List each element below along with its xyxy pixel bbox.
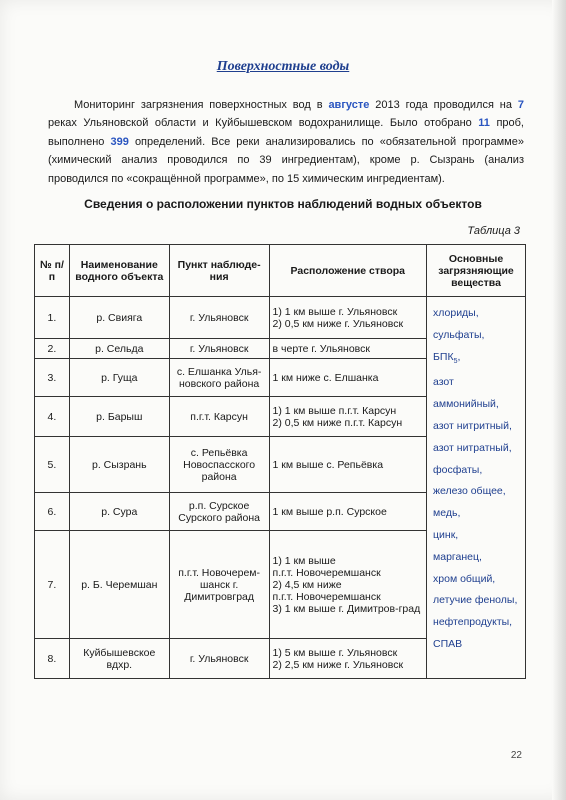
cell-point: п.г.т. Новочерем-шанск г. Димитровград [169,531,269,639]
cell-num: 7. [35,531,70,639]
cell-object: Куйбышевское вдхр. [69,639,169,679]
location-line: п.г.т. Новочеремшанск [272,590,381,603]
cell-point: п.г.т. Карсун [169,397,269,437]
pollutant-item: фосфаты, [433,463,483,476]
header-point: Пункт наблюде-ния [169,245,269,297]
cell-point: г. Ульяновск [169,339,269,359]
intro-text-1: Мониторинг загрязнения поверхностных вод в [74,99,329,111]
location-line: 1 км выше с. Репьёвка [272,458,384,471]
pollutant-item: азот нитратный, [433,441,512,454]
cell-object: р. Гуща [69,359,169,397]
location-line: 1 км ниже с. Елшанка [272,371,379,384]
cell-object: р. Свияга [69,297,169,339]
cell-num: 6. [35,493,70,531]
cell-num: 4. [35,397,70,437]
cell-num: 8. [35,639,70,679]
page-number: 22 [510,750,522,761]
cell-object: р. Б. Черемшан [69,531,169,639]
cell-location [269,437,426,493]
cell-object: р. Сызрань [69,437,169,493]
location-line: 2) 0,5 км ниже г. Ульяновск [272,317,404,330]
intro-determinations-count: 399 [110,135,129,148]
pollutant-item: хлориды, [433,307,479,319]
location-line: 1 км выше р.п. Сурское [272,505,387,518]
intro-month: августе [328,99,370,111]
intro-paragraph [48,96,524,188]
pollutant-item: летучие фенолы, [433,594,518,607]
intro-text-3: реках Ульяновской области и Куйбышевском водохранилище. Было отобрано [48,117,479,130]
cell-num: 5. [35,437,70,493]
location-line: в черте г. Ульяновск [272,342,370,355]
location-line: 3) 1 км выше г. Димитров-град [272,602,421,615]
location-line: 2) 0,5 км ниже п.г.т. Карсун [272,416,403,429]
pollutant-item: цинк, [433,529,459,542]
pollutant-item: $БПК_5$, [433,350,461,365]
location-line: п.г.т. Новочеремшанск [272,566,381,579]
cell-object: р. Сура [69,493,169,531]
location-line: 1) 1 км выше п.г.т. Карсун [272,404,397,417]
table-header-row [35,245,526,297]
pollutant-item: хром общий, [433,572,496,585]
pollutant-item: азот нитритный, [433,420,512,433]
pollutant-item: медь, [433,507,461,520]
pollutant-item: нефтепродукты, [433,616,513,629]
cell-point: с. Елшанка Улья-новского района [169,359,269,397]
cell-num: 3. [35,359,70,397]
location-line: 1) 1 км выше г. Ульяновск [272,305,398,318]
cell-object: р. Барыш [69,397,169,437]
pollutant-item: железо общее, [433,485,506,498]
observation-points-table [34,244,526,679]
intro-text-4: проб, выполнено [48,117,524,148]
cell-location [269,297,426,339]
pollutant-item: азот аммонийный, [433,376,499,411]
cell-location [269,493,426,531]
intro-text-5: определений. Все реки анализировались по «обязательной программе» (химический анализ проводился по 39 ингредиентам), кроме р. Сызрань (анализ проводился по «сокращённой программе», по 15 химическим ингредиентам). [48,135,524,185]
pollutant-item: марганец, [433,550,482,563]
cell-pollutants [427,297,526,679]
cell-object: р. Сельда [69,339,169,359]
location-line: 2) 2,5 км ниже г. Ульяновск [272,658,404,671]
pollutant-item: СПАВ [433,638,463,651]
intro-rivers-count: 7 [517,99,524,111]
cell-point: с. Репьёвка Новоспасского района [169,437,269,493]
intro-samples-count: 11 [478,117,490,130]
section-heading: Сведения о расположении пунктов наблюдений водных объектов [84,197,482,211]
cell-location [269,397,426,437]
header-object: Наименование водного объекта [69,245,169,297]
cell-location [269,339,426,359]
table-row [35,297,526,339]
header-pollutants: Основные загрязняющие вещества [427,245,526,297]
cell-location [269,639,426,679]
table-label: Таблица 3 [467,225,520,237]
header-location: Расположение створа [269,245,426,297]
cell-location [269,359,426,397]
cell-point: г. Ульяновск [169,297,269,339]
pollutant-item: сульфаты, [433,328,485,341]
header-num: № п/п [35,245,70,297]
cell-num: 2. [35,339,70,359]
page-title: Поверхностные воды [216,59,350,74]
location-line: 1) 5 км выше г. Ульяновск [272,646,398,659]
cell-location [269,531,426,639]
cell-point: р.п. Сурское Сурского района [169,493,269,531]
cell-point: г. Ульяновск [169,639,269,679]
page-edge-shadow [552,0,566,800]
location-line: 2) 4,5 км ниже [272,578,342,591]
intro-text-2: 2013 года проводился на [369,99,518,111]
cell-num: 1. [35,297,70,339]
location-line: 1) 1 км выше [272,554,336,567]
